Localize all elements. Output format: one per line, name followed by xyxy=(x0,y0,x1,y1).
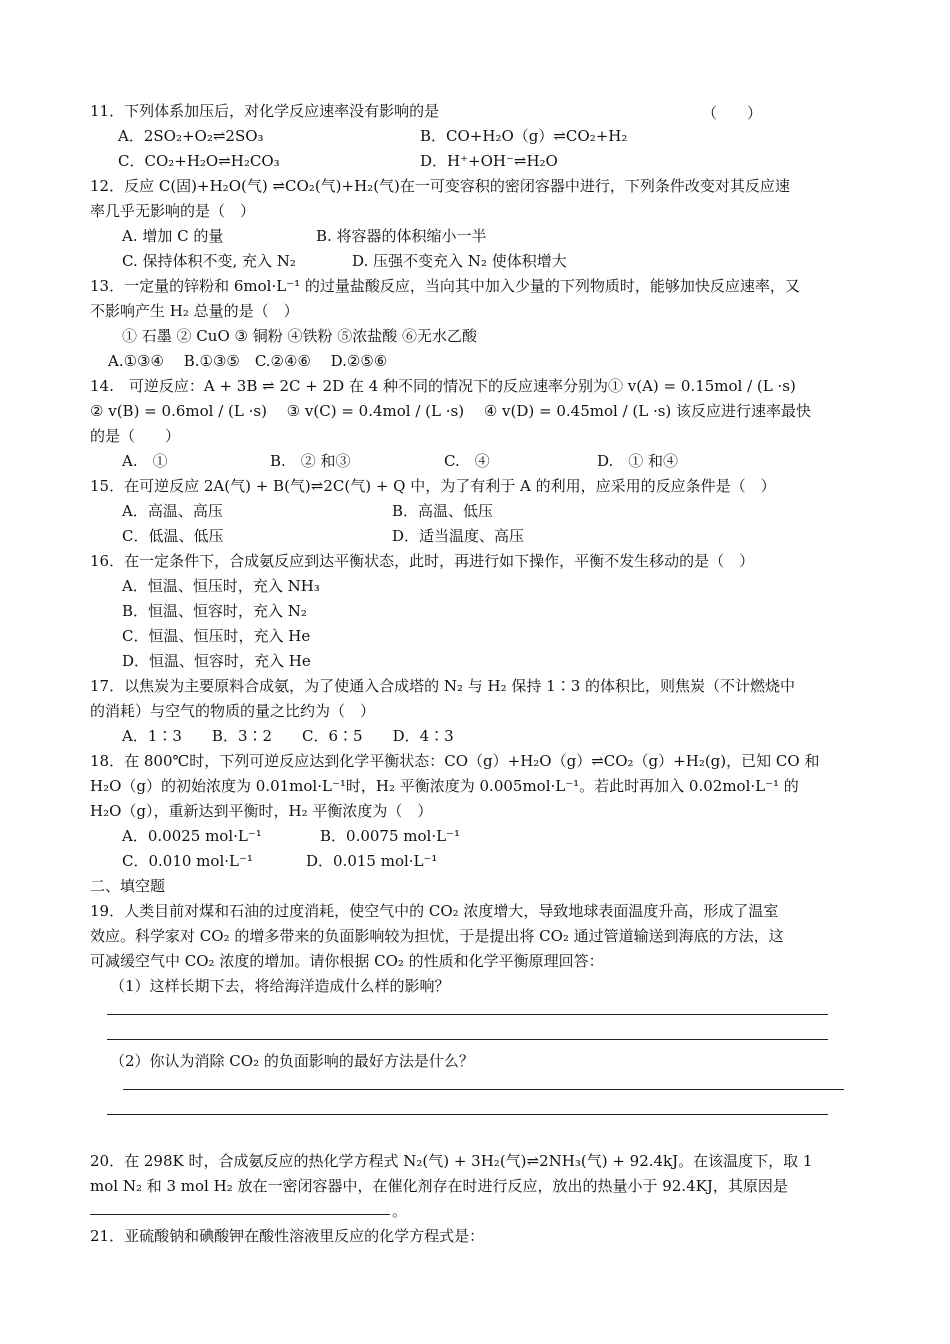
q19-stem-line1: 19．人类目前对煤和石油的过度消耗，使空气中的 CO₂ 浓度增大，导致地球表面温度升高，形成了温室 xyxy=(90,902,779,920)
q18-option-b: B．0.0075 mol·L⁻¹ xyxy=(320,827,460,845)
q11-answer-paren: （ ） xyxy=(702,104,763,122)
q11-stem: 11．下列体系加压后，对化学反应速率没有影响的是 xyxy=(90,102,440,120)
q17-options: A．1∶3 B．3∶2 C．6∶5 D．4∶3 xyxy=(122,727,454,745)
q13-stem-line1: 13．一定量的锌粉和 6mol·L⁻¹ 的过量盐酸反应，当向其中加入少量的下列物质时，能够加快反应速率，又 xyxy=(90,277,800,295)
q18-stem-line2: H₂O（g）的初始浓度为 0.01mol·L⁻¹时，H₂ 平衡浓度为 0.005mol·L⁻¹。若此时再加入 0.02mol·L⁻¹ 的 xyxy=(90,777,799,795)
q14-option-d: D. ① 和④ xyxy=(597,452,679,470)
answer-line xyxy=(107,1114,828,1115)
q14-option-a: A. ① xyxy=(122,452,168,470)
section-heading-fill-in: 二、填空题 xyxy=(90,877,166,895)
q20-stem-line2: mol N₂ 和 3 mol H₂ 放在一密闭容器中，在催化剂存在时进行反应，放出的热量小于 92.4KJ，其原因是 xyxy=(90,1177,788,1195)
q14-stem-line2: ② v(B) = 0.6mol / (L ·s) ③ v(C) = 0.4mol / (L ·s) ④ v(D) = 0.45mol / (L ·s) 该反应进行速率最快 xyxy=(90,402,812,420)
q12-stem-line2: 率几乎无影响的是（ ） xyxy=(90,202,256,220)
q14-stem-line1: 14. 可逆反应：A + 3B ⇌ 2C + 2D 在 4 种不同的情况下的反应速率分别为① v(A) = 0.15mol / (L ·s) xyxy=(90,377,796,395)
q14-stem-line3: 的是（ ） xyxy=(90,427,181,445)
q13-stem-line2: 不影响产生 H₂ 总量的是（ ） xyxy=(90,302,299,320)
q19-stem-line3: 可减缓空气中 CO₂ 浓度的增加。请你根据 CO₂ 的性质和化学平衡原理回答： xyxy=(90,952,604,970)
answer-line xyxy=(107,1039,828,1040)
q18-option-c: C．0.010 mol·L⁻¹ xyxy=(122,852,253,870)
q14-option-b: B. ② 和③ xyxy=(270,452,351,470)
q16-option-c: C．恒温、恒压时，充入 He xyxy=(122,627,311,645)
q15-option-d: D．适当温度、高压 xyxy=(392,527,525,545)
q16-option-a: A．恒温、恒压时，充入 NH₃ xyxy=(122,577,320,595)
q13-substance-list: ① 石墨 ② CuO ③ 铜粉 ④铁粉 ⑤浓盐酸 ⑥无水乙酸 xyxy=(122,327,478,345)
q11-option-a: A．2SO₂+O₂⇌2SO₃ xyxy=(118,127,264,145)
q12-option-c: C. 保持体积不变, 充入 N₂ xyxy=(122,252,296,270)
q11-option-c: C．CO₂+H₂O⇌H₂CO₃ xyxy=(118,152,280,170)
answer-line xyxy=(123,1089,844,1090)
q16-stem: 16．在一定条件下，合成氨反应到达平衡状态，此时，再进行如下操作，平衡不发生移动的是（ ） xyxy=(90,552,755,570)
q14-option-c: C. ④ xyxy=(444,452,490,470)
q12-option-d: D. 压强不变充入 N₂ 使体积增大 xyxy=(352,252,567,270)
q21-stem: 21．亚硫酸钠和碘酸钾在酸性溶液里反应的化学方程式是： xyxy=(90,1227,485,1245)
q13-options: A.①③④ B.①③⑤ C.②④⑥ D.②⑤⑥ xyxy=(108,352,388,370)
q17-stem-line2: 的消耗）与空气的物质的量之比约为（ ） xyxy=(90,702,376,720)
q15-option-c: C．低温、低压 xyxy=(122,527,224,545)
q18-option-d: D．0.015 mol·L⁻¹ xyxy=(306,852,438,870)
q19-subquestion-1: （1）这样长期下去，将给海洋造成什么样的影响？ xyxy=(110,977,450,995)
q15-stem: 15．在可逆反应 2A(气) + B(气)⇌2C(气) + Q 中，为了有利于 A 的利用，应采用的反应条件是（ ） xyxy=(90,477,776,495)
q16-option-d: D．恒温、恒容时，充入 He xyxy=(122,652,311,670)
q12-stem-line1: 12．反应 C(固)+H₂O(气) ⇌CO₂(气)+H₂(气)在一可变容积的密闭容器中进行，下列条件改变对其反应速 xyxy=(90,177,790,195)
q18-stem-line1: 18．在 800℃时，下列可逆反应达到化学平衡状态：CO（g）+H₂O（g）⇌CO₂（g）+H₂(g)，已知 CO 和 xyxy=(90,752,820,770)
answer-line xyxy=(90,1214,390,1215)
q20-end-mark: 。 xyxy=(392,1202,408,1220)
q15-option-a: A．高温、高压 xyxy=(122,502,223,520)
q19-stem-line2: 效应。科学家对 CO₂ 的增多带来的负面影响较为担忧，于是提出将 CO₂ 通过管道输送到海底的方法，这 xyxy=(90,927,784,945)
q18-option-a: A．0.0025 mol·L⁻¹ xyxy=(122,827,262,845)
answer-line xyxy=(107,1014,828,1015)
q11-option-b: B．CO+H₂O（g）⇌CO₂+H₂ xyxy=(420,127,628,145)
q15-option-b: B．高温、低压 xyxy=(392,502,494,520)
q19-subquestion-2: （2）你认为消除 CO₂ 的负面影响的最好方法是什么？ xyxy=(110,1052,474,1070)
q20-stem-line1: 20．在 298K 时，合成氨反应的热化学方程式 N₂(气) + 3H₂(气)⇌2NH₃(气) + 92.4kJ。在该温度下，取 1 xyxy=(90,1152,813,1170)
q16-option-b: B．恒温、恒容时，充入 N₂ xyxy=(122,602,307,620)
q11-option-d: D．H⁺+OH⁻⇌H₂O xyxy=(420,152,558,170)
q12-option-a: A. 增加 C 的量 xyxy=(122,227,224,245)
q12-option-b: B. 将容器的体积缩小一半 xyxy=(316,227,487,245)
q17-stem-line1: 17．以焦炭为主要原料合成氨，为了使通入合成塔的 N₂ 与 H₂ 保持 1∶3 的体积比，则焦炭（不计燃烧中 xyxy=(90,677,796,695)
q18-stem-line3: H₂O（g），重新达到平衡时，H₂ 平衡浓度为（ ） xyxy=(90,802,433,820)
